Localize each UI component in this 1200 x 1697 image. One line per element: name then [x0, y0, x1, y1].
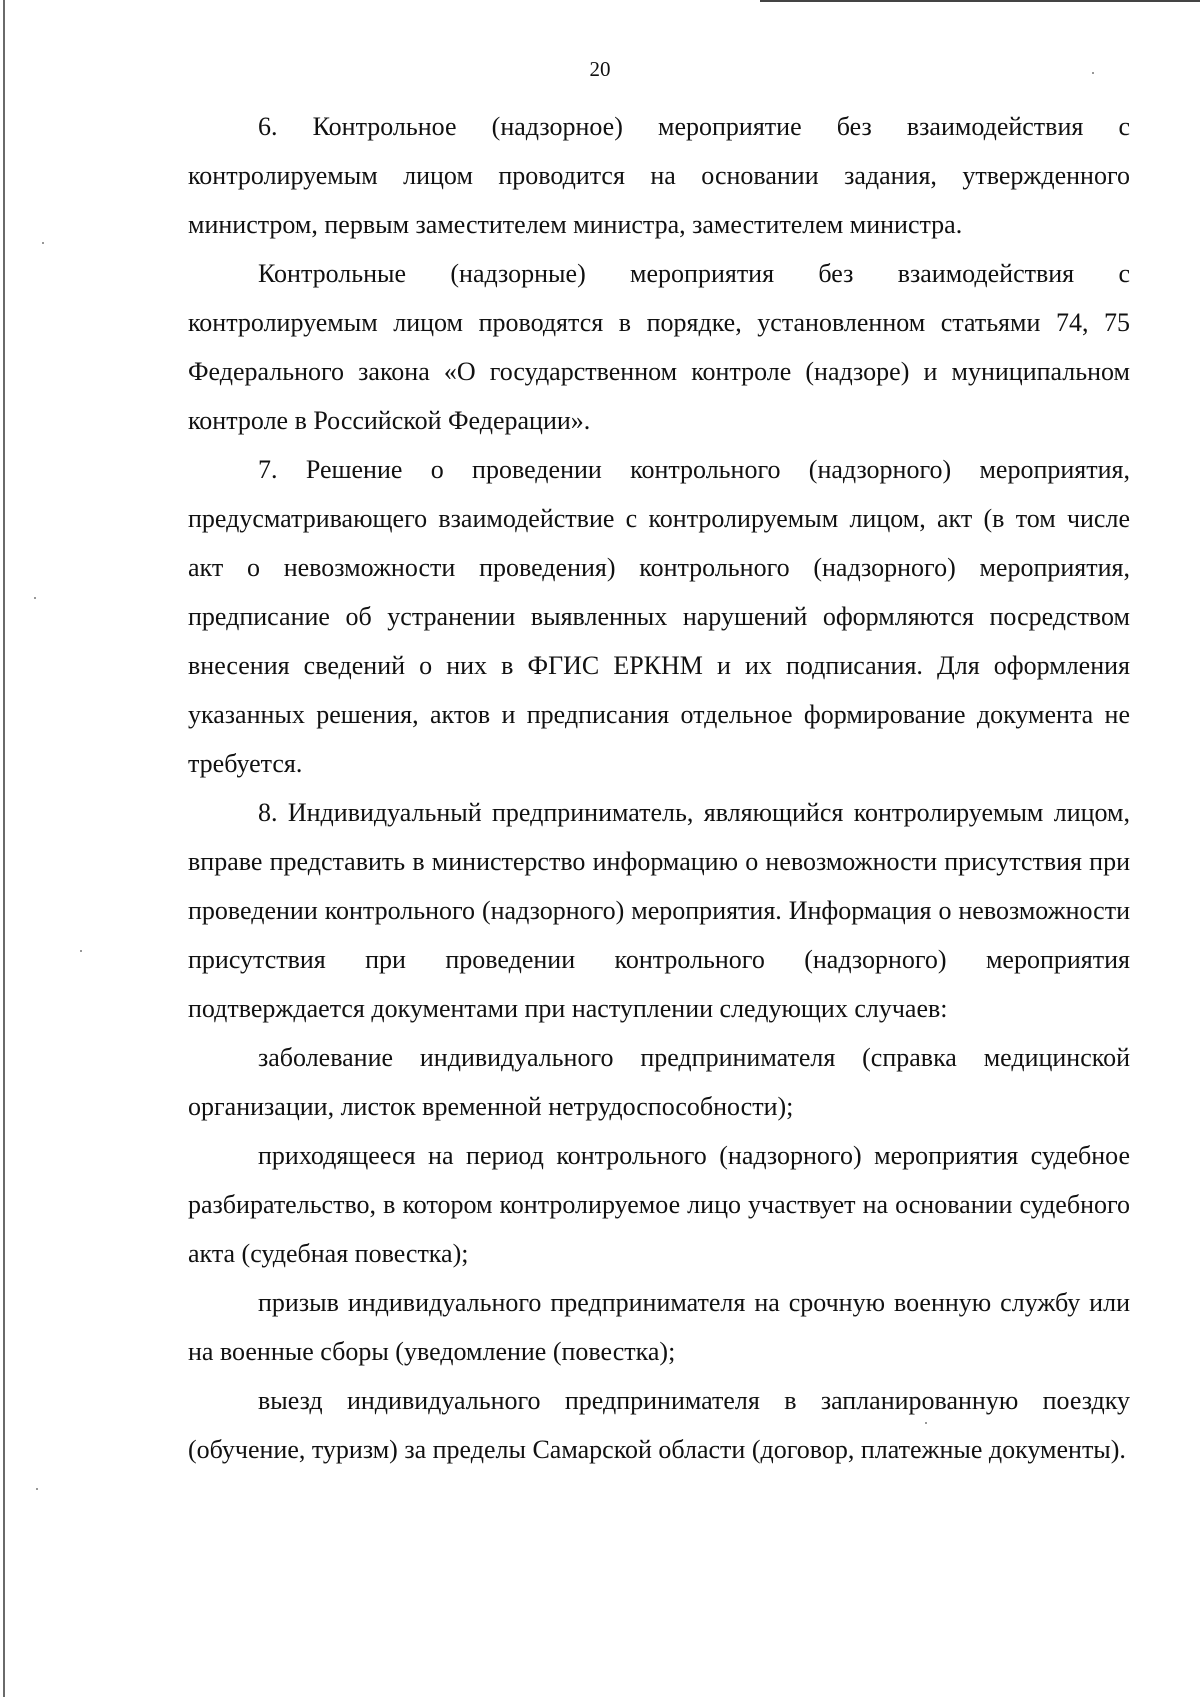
scan-top-edge	[760, 0, 1200, 2]
scan-speck	[1092, 72, 1094, 74]
scan-speck	[36, 1488, 38, 1490]
case-military: призыв индивидуального предпринимателя на срочную военную службу или на военные сборы (уведомление (повестка);	[188, 1288, 1130, 1366]
paragraph-7: 7. Решение о проведении контрольного (надзорного) мероприятия, предусматривающего взаимодействие с контролируемым лицом, акт (в том числе акт о невозможности проведения) контрольного (надзорного) мероприятия, предписание об устранении выявленных нарушений оформляются посредством внесения сведений о них в ФГИС ЕРКНМ и их подписания. Для оформления указанных решения, актов и предписания отдельное формирование документа не требуется.	[188, 455, 1130, 778]
paragraph-6: 6. Контрольное (надзорное) мероприятие без взаимодействия с контролируемым лицом проводится на основании задания, утвержденного министром, первым заместителем министра, заместителем министра.	[188, 112, 1130, 239]
case-illness: заболевание индивидуального предпринимателя (справка медицинской организации, листок временной нетрудоспособности);	[188, 1043, 1130, 1121]
scan-speck	[80, 950, 82, 952]
case-court: приходящееся на период контрольного (надзорного) мероприятия судебное разбирательство, в котором контролируемое лицо участвует на основании судебного акта (судебная повестка);	[188, 1141, 1130, 1268]
scan-speck	[34, 597, 36, 599]
scan-speck	[42, 242, 44, 244]
scan-left-edge	[3, 0, 5, 1697]
paragraph-8: 8. Индивидуальный предприниматель, являющийся контролируемым лицом, вправе представить в министерство информацию о невозможности присутствия при проведении контрольного (надзорного) мероприятия. Информация о невозможности присутствия при проведении контрольного (надзорного) мероприятия подтверждается документами при наступлении следующих случаев:	[188, 798, 1130, 1023]
document-body	[188, 102, 1130, 1474]
paragraph-6-continuation: Контрольные (надзорные) мероприятия без взаимодействия с контролируемым лицом проводятся в порядке, установленном статьями 74, 75 Федерального закона «О государственном контроле (надзоре) и муниципальном контроле в Российской Федерации».	[188, 259, 1130, 435]
page-number: 20	[589, 57, 611, 81]
scan-speck	[925, 1422, 927, 1424]
case-trip: выезд индивидуального предпринимателя в запланированную поездку (обучение, туризм) за пределы Самарской области (договор, платежные документы).	[188, 1386, 1130, 1464]
